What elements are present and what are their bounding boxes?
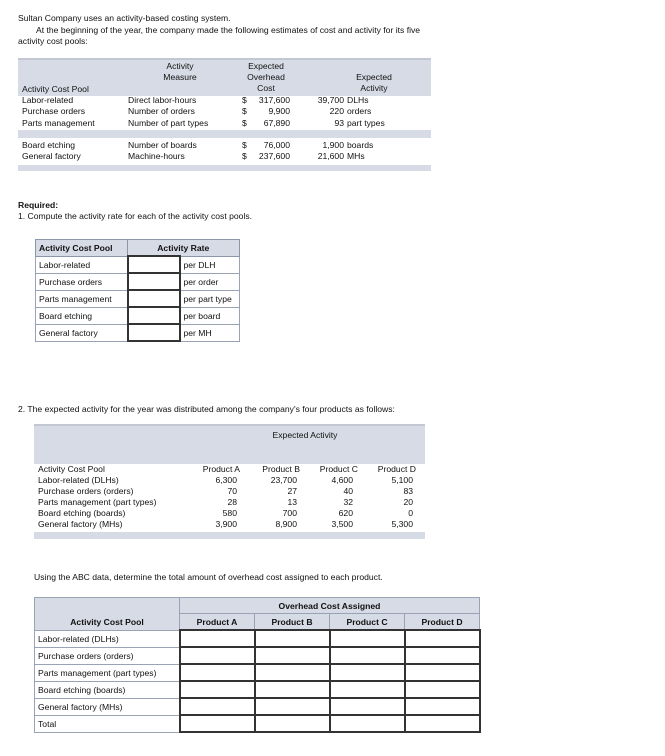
assigned-product-b: Product B [255,614,330,631]
est-unit: MHs [347,151,365,161]
assigned-input[interactable] [330,630,405,647]
assigned-input[interactable] [255,698,330,715]
measure-header-1: Activity [166,61,194,71]
est-pool: Purchase orders [22,106,86,116]
assigned-input[interactable] [405,681,480,698]
assigned-row-pool: Parts management (part types) [35,664,180,681]
dist-pool: General factory (MHs) [38,519,123,529]
rate-input[interactable] [128,290,180,307]
est-cost: 76,000 [263,140,290,150]
assigned-input[interactable] [330,698,405,715]
dist-value: 8,900 [275,519,297,529]
est-unit: boards [347,140,374,150]
overhead-assigned-table [34,597,481,733]
assigned-total-input[interactable] [255,715,330,732]
assigned-input[interactable] [330,664,405,681]
assigned-row-pool: Purchase orders (orders) [35,647,180,664]
intro-line-1: Sultan Company uses an activity-based costing system. [18,13,231,23]
est-activity: 21,600 [317,151,344,161]
assigned-product-a: Product A [180,614,255,631]
assigned-row-pool: Board etching (boards) [35,681,180,698]
rate-input[interactable] [128,256,180,273]
est-cost-sign: $ [242,106,247,116]
assigned-input[interactable] [180,681,255,698]
dist-value: 70 [227,486,237,496]
cost-header-1: Expected [248,61,284,71]
assigned-input[interactable] [180,647,255,664]
est-measure: Number of part types [128,118,209,128]
dist-value: 83 [403,486,413,496]
est-activity: 220 [329,106,344,116]
dist-pool: Labor-related (DLHs) [38,475,119,485]
intro-line-2: At the beginning of the year, the company made the following estimates of cost and activity for its five [36,25,421,35]
est-pool: Parts management [22,118,95,128]
dist-product-b: Product B [262,464,300,474]
dist-value: 0 [408,508,413,518]
assigned-product-c: Product C [330,614,405,631]
rate-row-pool: Labor-related [36,256,128,273]
rate-row-pool: Board etching [36,307,128,324]
est-cost-sign: $ [242,118,247,128]
assigned-input[interactable] [180,698,255,715]
assigned-input[interactable] [255,630,330,647]
est-pool: General factory [22,151,81,161]
est-pool: Labor-related [22,95,74,105]
dist-value: 32 [343,497,353,507]
est-measure: Number of orders [128,106,195,116]
rate-input[interactable] [128,324,180,341]
rate-unit: per part type [180,290,240,307]
dist-value: 23,700 [270,475,297,485]
dist-value: 13 [287,497,297,507]
dist-product-a: Product A [202,464,240,474]
est-unit: DLHs [347,95,369,105]
assigned-col-pool: Activity Cost Pool [35,598,180,631]
dist-product-d: Product D [377,464,416,474]
assigned-input[interactable] [405,698,480,715]
assigned-total-input[interactable] [330,715,405,732]
assigned-input[interactable] [330,647,405,664]
intro-line-3: activity cost pools: [18,36,88,46]
est-measure: Direct labor-hours [128,95,197,105]
question-1: 1. Compute the activity rate for each of the activity cost pools. [18,211,253,221]
rate-col-pool: Activity Cost Pool [36,240,128,257]
est-cost-sign: $ [242,95,247,105]
dist-col-pool: Activity Cost Pool [38,464,105,474]
assigned-row-total: Total [35,715,180,732]
assigned-input[interactable] [255,647,330,664]
est-cost-sign: $ [242,140,247,150]
est-unit: orders [347,106,372,116]
est-measure: Machine-hours [128,151,185,161]
dist-value: 27 [287,486,297,496]
dist-pool: Board etching (boards) [38,508,126,518]
measure-header-2: Measure [163,72,197,82]
dist-value: 5,100 [391,475,413,485]
pool-header: Activity Cost Pool [22,84,89,94]
rate-row-pool: Parts management [36,290,128,307]
assigned-input[interactable] [180,664,255,681]
assigned-banner: Overhead Cost Assigned [180,598,480,614]
est-cost: 237,600 [258,151,290,161]
assigned-product-d: Product D [405,614,480,631]
activity-header-2: Activity [360,83,388,93]
rate-unit: per DLH [180,256,240,273]
dist-value: 6,300 [215,475,237,485]
est-cost: 67,890 [263,118,290,128]
est-measure: Number of boards [128,140,197,150]
est-cost-sign: $ [242,151,247,161]
assigned-input[interactable] [405,664,480,681]
est-activity: 39,700 [317,95,344,105]
rate-col-rate: Activity Rate [128,240,240,257]
cost-header-2: Overhead [247,72,285,82]
assigned-input[interactable] [180,630,255,647]
assigned-total-input[interactable] [405,715,480,732]
activity-header-1: Expected [356,72,392,82]
dist-value: 620 [338,508,353,518]
abc-instruction: Using the ABC data, determine the total amount of overhead cost assigned to each product. [34,572,383,582]
cost-header-3: Cost [257,83,275,93]
est-unit: part types [347,118,385,128]
assigned-input[interactable] [405,647,480,664]
rate-unit: per board [180,307,240,324]
rate-unit: per order [180,273,240,290]
est-cost: 317,600 [258,95,290,105]
dist-value: 20 [403,497,413,507]
dist-product-c: Product C [319,464,358,474]
assigned-input[interactable] [255,664,330,681]
rate-unit: per MH [180,324,240,341]
expected-activity-banner: Expected Activity [272,430,338,440]
rate-input[interactable] [128,307,180,324]
assigned-row-pool: General factory (MHs) [35,698,180,715]
dist-value: 28 [227,497,237,507]
rate-row-pool: General factory [36,324,128,341]
est-pool: Board etching [22,140,76,150]
dist-value: 40 [343,486,353,496]
assigned-input[interactable] [330,681,405,698]
dist-value: 3,900 [215,519,237,529]
dist-value: 4,600 [331,475,353,485]
dist-pool: Purchase orders (orders) [38,486,134,496]
required-title: Required: [18,200,59,210]
dist-value: 700 [282,508,297,518]
question-2: 2. The expected activity for the year was distributed among the company's four products as follows: [18,404,395,414]
rate-input[interactable] [128,273,180,290]
dist-value: 3,500 [331,519,353,529]
est-activity: 93 [334,118,344,128]
dist-pool: Parts management (part types) [38,497,157,507]
dist-value: 5,300 [391,519,413,529]
est-activity: 1,900 [322,140,344,150]
assigned-row-pool: Labor-related (DLHs) [35,630,180,647]
est-cost: 9,900 [268,106,290,116]
activity-rate-table [35,239,240,342]
assigned-input[interactable] [255,681,330,698]
assigned-input[interactable] [405,630,480,647]
dist-value: 580 [222,508,237,518]
rate-row-pool: Purchase orders [36,273,128,290]
assigned-total-input[interactable] [180,715,255,732]
